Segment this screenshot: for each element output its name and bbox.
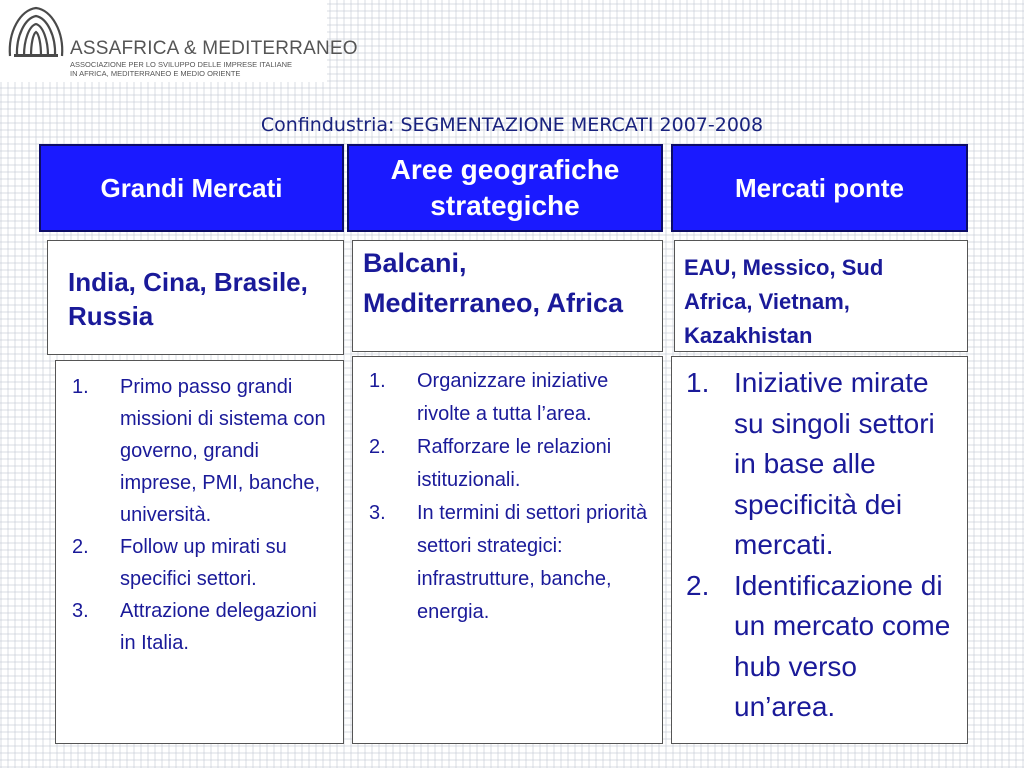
header-mercati-ponte (671, 144, 968, 232)
list-item: 3. Attrazione delegazioni in Italia. (72, 600, 317, 654)
countries-text: India, Cina, Brasile, Russia (68, 267, 308, 331)
logo-shell-icon (6, 4, 66, 60)
logo (0, 0, 358, 82)
header-grandi-mercati (39, 144, 344, 232)
countries-mercati-ponte (674, 240, 968, 352)
list-item: 2. Rafforzare le relazioni istituzionali. (369, 436, 612, 491)
list-item: 1. Primo passo grandi missioni di sistema con governo, grandi imprese, PMI, banche, università. (72, 376, 326, 526)
countries-text: EAU, Messico, Sud Africa, Vietnam, Kazakhistan (684, 255, 884, 348)
list-item: 2. Follow up mirati su specifici settori. (72, 536, 287, 590)
countries-grandi-mercati (47, 240, 344, 355)
actions-mercati-ponte (671, 356, 968, 744)
logo-tagline-line1: ASSOCIAZIONE PER LO SVILUPPO DELLE IMPRESE ITALIANE (70, 60, 293, 69)
header-label: Mercati ponte (734, 173, 905, 203)
header-label: Aree geografiche strategiche (390, 154, 620, 221)
list-item: 2. Identificazione di un mercato come hub verso un’area. (686, 569, 951, 722)
header-aree-geografiche (347, 144, 663, 232)
list-item: 3. In termini di settori priorità settori strategici: infrastrutture, banche, energia. (369, 502, 648, 623)
logo-name: ASSAFRICA & MEDITERRANEO (70, 38, 358, 59)
slide-title: Confindustria: SEGMENTAZIONE MERCATI 2007-2008 (260, 114, 764, 136)
header-label: Grandi Mercati (100, 173, 283, 203)
logo-tagline (70, 60, 292, 78)
actions-grandi-mercati (55, 360, 344, 744)
countries-aree-geografiche (352, 240, 663, 352)
list-item: 1. Iniziative mirate su singoli settori in base alle specificità dei mercati. (686, 367, 935, 560)
actions-aree-geografiche (352, 356, 663, 744)
countries-text: Balcani, Mediterraneo, Africa (363, 248, 624, 318)
list-item: 1. Organizzare iniziative rivolte a tutta l’area. (369, 370, 609, 425)
logo-tagline-line2: IN AFRICA, MEDITERRANEO E MEDIO ORIENTE (70, 69, 241, 78)
